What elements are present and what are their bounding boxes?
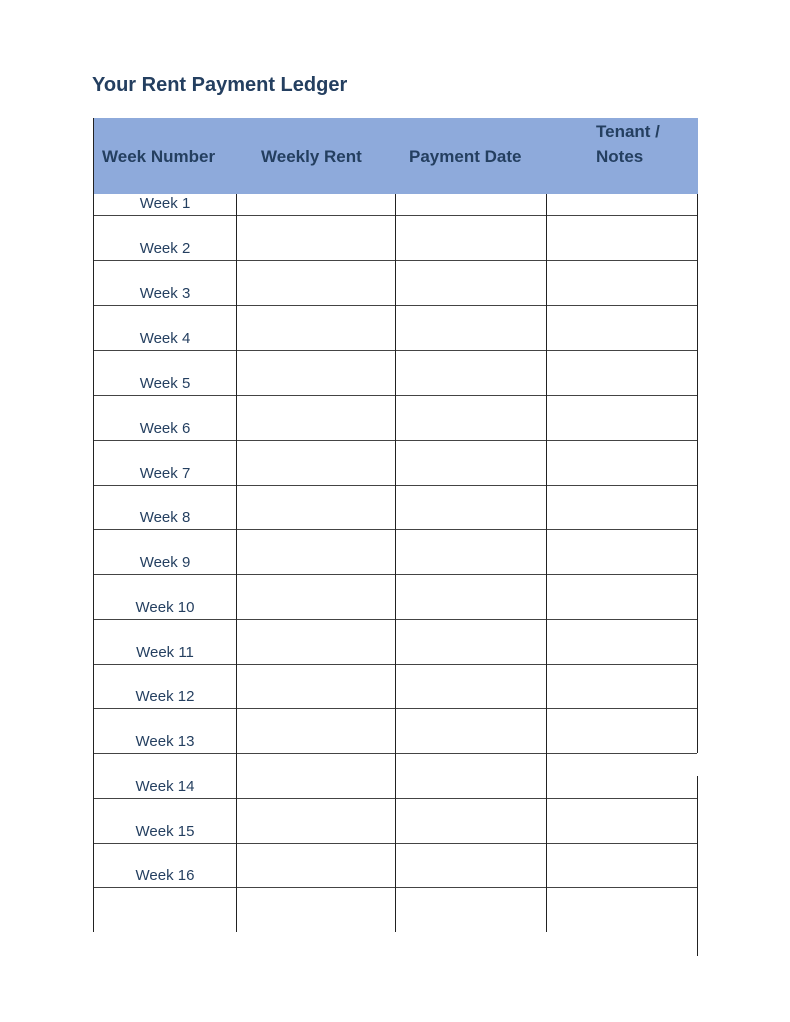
left-border bbox=[93, 118, 94, 194]
week-label: Week 11 bbox=[136, 644, 194, 661]
rent-ledger-table bbox=[93, 118, 698, 958]
week-label: Week 15 bbox=[135, 823, 195, 840]
week-label: Week 16 bbox=[135, 867, 195, 884]
header-weekly-rent: Weekly Rent bbox=[261, 147, 362, 166]
week-label: Week 13 bbox=[135, 733, 195, 750]
week-label: Week 5 bbox=[139, 375, 191, 392]
week-label: Week 2 bbox=[139, 240, 191, 257]
week-label: Week 7 bbox=[139, 465, 191, 482]
page-title: Your Rent Payment Ledger bbox=[92, 74, 348, 96]
week-label: Week 1 bbox=[139, 195, 191, 212]
week-label: Week 12 bbox=[135, 688, 195, 705]
week-label: Week 9 bbox=[139, 554, 191, 571]
week-label: Week 14 bbox=[135, 778, 195, 795]
header-week-number: Week Number bbox=[102, 147, 216, 166]
header-tenant: Tenant / bbox=[596, 122, 660, 141]
week-label: Week 3 bbox=[139, 285, 191, 302]
right-border bbox=[697, 776, 698, 956]
week-label: Week 8 bbox=[139, 509, 191, 526]
week-label: Week 10 bbox=[135, 599, 195, 616]
week-label: Week 6 bbox=[139, 420, 191, 437]
right-border bbox=[697, 194, 698, 753]
column-divider bbox=[546, 194, 547, 932]
header-notes: Notes bbox=[596, 147, 644, 166]
column-divider bbox=[395, 194, 396, 932]
table-header bbox=[93, 118, 698, 194]
header-payment-date: Payment Date bbox=[409, 147, 522, 166]
week-label: Week 4 bbox=[139, 330, 191, 347]
